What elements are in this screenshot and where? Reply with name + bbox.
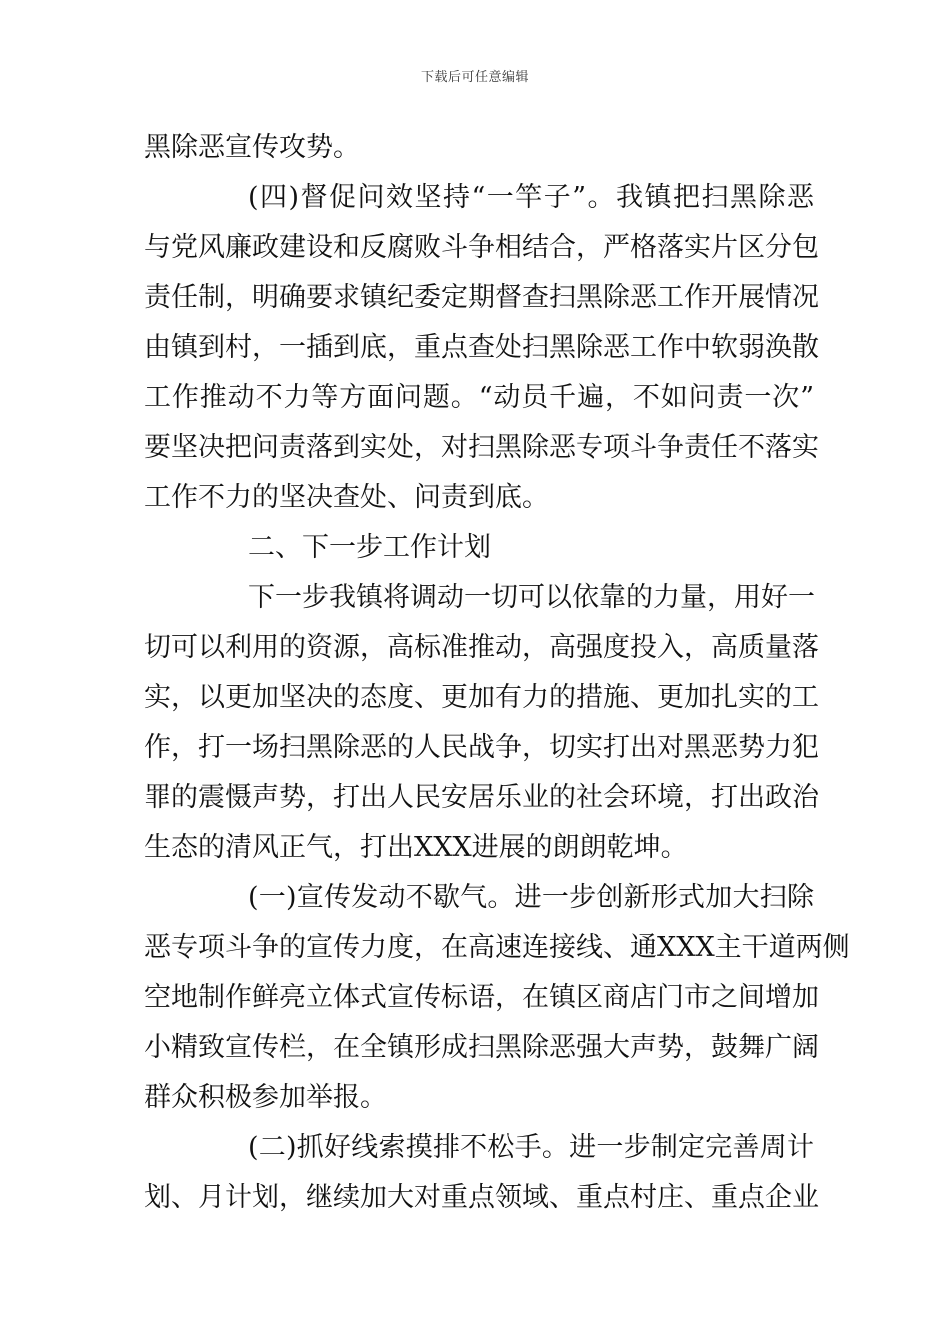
- text-line: 二、下一步工作计划: [248, 532, 491, 563]
- text-line: 作，打一场扫黑除恶的人民战争，切实打出对黑恶势力犯: [144, 732, 819, 763]
- document-body: [144, 123, 850, 1223]
- text-line: 罪的震慑声势，打出人民安居乐业的社会环境，打出政治: [144, 782, 819, 813]
- text-line: 小精致宣传栏，在全镇形成扫黑除恶强大声势，鼓舞广阔: [144, 1032, 819, 1063]
- text-line: 切可以利用的资源，高标准推动，高强度投入，高质量落: [144, 632, 819, 663]
- text-line: (四)督促问效坚持“一竿子”。我镇把扫黑除恶: [248, 182, 814, 213]
- text-line: 黑除恶宣传攻势。: [144, 132, 360, 163]
- text-line: 划、月计划，继续加大对重点领域、重点村庄、重点企业: [144, 1182, 819, 1213]
- page-header-note: 下载后可任意编辑: [420, 70, 529, 85]
- text-line: 实，以更加坚决的态度、更加有力的措施、更加扎实的工: [144, 682, 819, 713]
- text-line: 工作推动不力等方面问题。“动员千遍，不如问责一次”: [144, 382, 814, 413]
- text-line: 由镇到村，一插到底，重点查处扫黑除恶工作中软弱涣散: [144, 332, 819, 363]
- text-line: (二)抓好线索摸排不松手。进一步制定完善周计: [248, 1132, 814, 1163]
- text-line: 工作不力的坚决查处、问责到底。: [144, 482, 549, 513]
- text-line: 空地制作鲜亮立体式宣传标语，在镇区商店门市之间增加: [144, 982, 819, 1013]
- text-line: 群众积极参加举报。: [144, 1082, 387, 1113]
- text-line: 下一步我镇将调动一切可以依靠的力量，用好一: [248, 582, 815, 613]
- text-line: 生态的清风正气，打出XXX进展的朗朗乾坤。: [144, 832, 688, 863]
- text-line: 责任制，明确要求镇纪委定期督查扫黑除恶工作开展情况: [144, 282, 819, 313]
- text-line: 要坚决把问责落到实处，对扫黑除恶专项斗争责任不落实: [144, 432, 819, 463]
- text-line: 与党风廉政建设和反腐败斗争相结合，严格落实片区分包: [144, 232, 819, 263]
- text-line: 恶专项斗争的宣传力度，在高速连接线、通XXX主干道两侧: [144, 932, 850, 963]
- text-line: (一)宣传发动不歇气。进一步创新形式加大扫除: [248, 882, 814, 913]
